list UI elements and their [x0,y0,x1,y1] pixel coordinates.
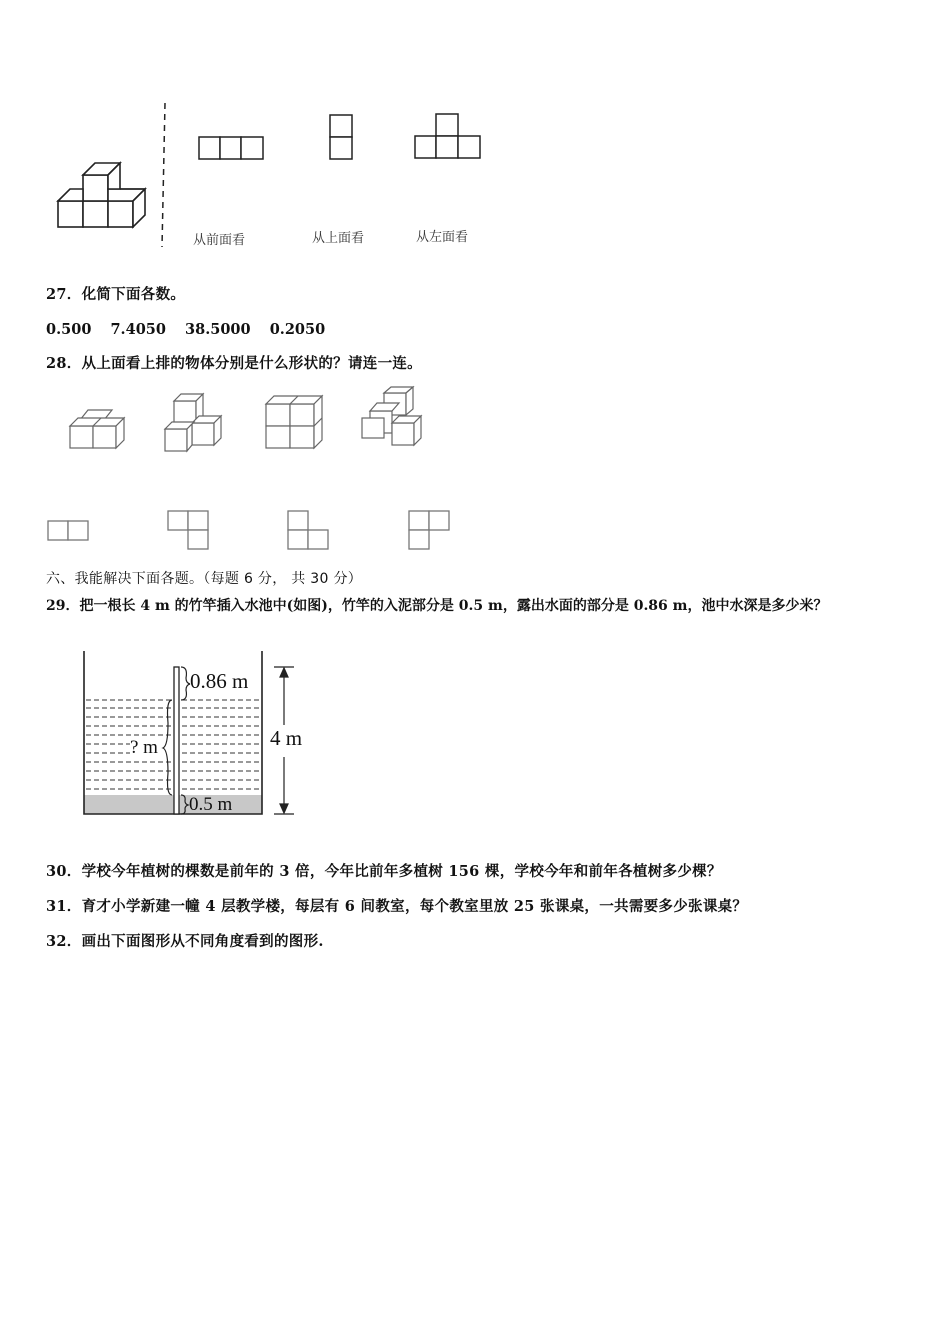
cube-stack [58,163,145,227]
object-3 [266,396,322,448]
question-31: 31．育才小学新建一幢 4 层教学楼，每层有 6 间教室，每个教室里放 25 张课桌，一共需要多少张课桌？ [46,898,748,915]
question-30: 30．学校今年植树的棵数是前年的 3 倍，今年比前年多植树 156 棵，学校今年和前年各植树多少棵？ [46,863,722,880]
q27-number: 0.2050 [269,321,326,338]
cube-front-1 [58,201,83,227]
three-view-figure [40,95,510,265]
brace-above [181,667,190,700]
top-shape-3 [288,511,328,549]
top-shape-4 [409,511,449,549]
cube-front-2 [83,201,108,227]
q27-number: 38.5000 [185,321,251,338]
object-4 [362,387,421,445]
q27-number: 0.500 [46,321,92,338]
q27-number: 7.4050 [110,321,166,338]
front-view-label: 从前面看 [193,233,246,248]
top-shape-2 [168,511,208,549]
pool-figure [78,645,318,825]
left-view-label: 从左面看 [416,230,469,245]
q27-numbers [46,320,325,340]
object-2 [165,394,221,451]
question-28: 28．从上面看上排的物体分别是什么形状的？请连一连。 [46,355,422,372]
q28-drawing [40,383,470,555]
object-1 [70,410,124,448]
mud-layer [84,795,262,814]
total-length-label: 4 m [270,726,303,750]
q28-figure [40,383,470,555]
question-32: 32．画出下面图形从不同角度看到的图形. [46,933,324,950]
water-lines [86,700,260,789]
question-27: 27．化简下面各数。 [46,286,186,303]
top-shape-1 [48,521,88,540]
top-view [330,115,352,159]
cube-top-1 [58,189,83,201]
above-water-label: 0.86 m [190,669,249,693]
front-view [199,137,263,159]
brace-water [163,700,172,795]
top-view-label: 从上面看 [312,231,365,246]
left-view [415,114,480,158]
cube-front-3 [108,201,133,227]
question-29: 29．把一根长 4 m 的竹竿插入水池中(如图)，竹竿的入泥部分是 0.5 m，露出水面的部分是 0.86 m，池中水深是多少米？ [46,598,828,614]
mud-depth-label: 0.5 m [189,794,233,815]
water-depth-label: ? m [130,737,158,758]
dashed-divider [162,103,165,247]
bamboo-pole [174,667,179,814]
cube-front-top [83,175,108,201]
section-6-title: 六、我能解决下面各题。（每题 6 分， 共 30 分） [46,571,363,587]
